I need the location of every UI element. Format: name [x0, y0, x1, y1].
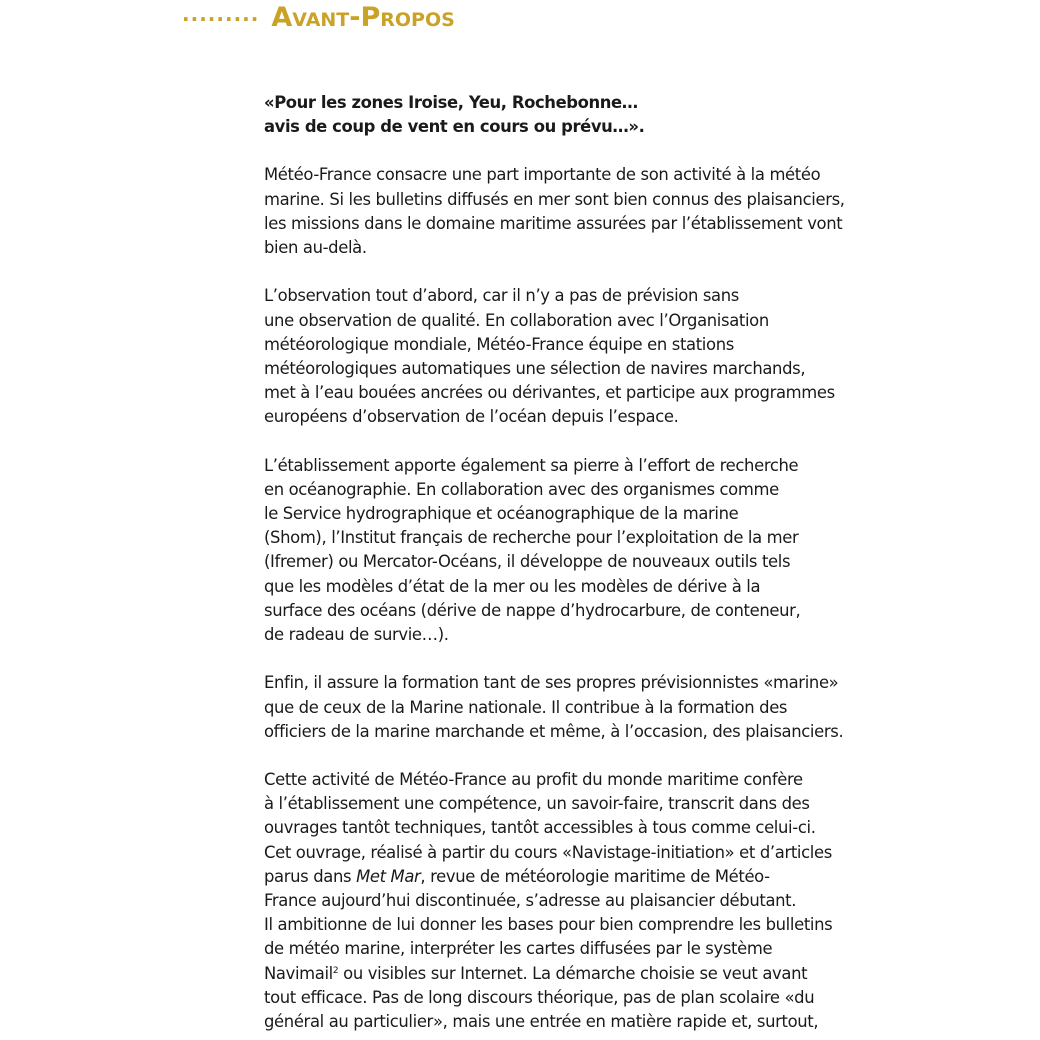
text-line: met à l’eau bouées ancrées ou dérivantes, et participe aux programmes — [264, 383, 835, 403]
text-line: une observation de qualité. En collaboration avec l’Organisation — [264, 310, 769, 330]
text-line: Enfin, il assure la formation tant de ses propres prévisionnistes «marine» — [264, 673, 839, 693]
text-line: européens d’observation de l’océan depuis l’espace. — [264, 407, 679, 427]
text-line: les missions dans le domaine maritime assurées par l’établissement vont — [264, 213, 843, 233]
text-line: général au particulier», mais une entrée en matière rapide et, surtout, — [264, 1011, 819, 1031]
text-line: Cet ouvrage, réalisé à partir du cours «Navistage-initiation» et d’articles — [264, 842, 832, 862]
text-fragment: Navimail — [264, 963, 333, 983]
text-line: L’établissement apporte également sa pierre à l’effort de recherche — [264, 455, 799, 475]
footnote-reference: 2 — [332, 965, 339, 976]
text-line: tout efficace. Pas de long discours théorique, pas de plan scolaire «du — [264, 987, 815, 1007]
text-line: en océanographie. En collaboration avec des organismes comme — [264, 479, 779, 499]
text-line: Cette activité de Météo-France au profit du monde maritime confère — [264, 770, 803, 790]
text-fragment: ou visibles sur Internet. La démarche choisie se veut avant — [338, 963, 808, 983]
paragraph — [264, 768, 864, 1034]
text-line: météorologique mondiale, Météo-France équipe en stations — [264, 334, 734, 354]
text-line: de radeau de survie…). — [264, 624, 449, 644]
text-line: (Shom), l’Institut français de recherche pour l’exploitation de la mer — [264, 528, 799, 548]
header-dots: ········· — [182, 7, 260, 31]
body-text — [264, 91, 864, 1034]
text-fragment: , revue de météorologie maritime de Météo- — [420, 866, 770, 886]
text-fragment: parus dans — [264, 866, 357, 886]
publication-title: Met Mar — [356, 866, 421, 886]
text-line: ouvrages tantôt techniques, tantôt accessibles à tous comme celui-ci. — [264, 818, 816, 838]
text-line: météorologiques automatiques une sélection de navires marchands, — [264, 358, 806, 378]
paragraph — [264, 671, 864, 744]
text-line: Météo-France consacre une part importante de son activité à la météo — [264, 165, 821, 185]
text-line: bien au-delà. — [264, 237, 367, 257]
text-line: de météo marine, interpréter les cartes diffusées par le système — [264, 939, 773, 959]
quote-line: avis de coup de vent en cours ou prévu…». — [264, 117, 645, 137]
section-title: Avant-Propos — [271, 2, 455, 33]
text-line: à l’établissement une compétence, un savoir-faire, transcrit dans des — [264, 794, 810, 814]
paragraph — [264, 284, 864, 429]
text-line: marine. Si les bulletins diffusés en mer sont bien connus des plaisanciers, — [264, 189, 845, 209]
text-line: officiers de la marine marchande et même, à l’occasion, des plaisanciers. — [264, 721, 844, 741]
quote-line: «Pour les zones Iroise, Yeu, Rochebonne… — [264, 93, 638, 112]
text-line — [264, 865, 864, 889]
intro-quote — [264, 91, 864, 139]
text-line: que de ceux de la Marine nationale. Il contribue à la formation des — [264, 697, 788, 717]
section-header — [182, 2, 455, 33]
text-line: le Service hydrographique et océanographique de la marine — [264, 504, 739, 523]
text-line: que les modèles d’état de la mer ou les modèles de dérive à la — [264, 576, 761, 596]
text-line: Il ambitionne de lui donner les bases pour bien comprendre les bulletins — [264, 915, 833, 935]
paragraph — [264, 163, 864, 260]
text-line: (Ifremer) ou Mercator-Océans, il développe de nouveaux outils tels — [264, 552, 791, 572]
text-line — [264, 962, 864, 986]
paragraph — [264, 454, 864, 648]
text-line: France aujourd’hui discontinuée, s’adresse au plaisancier débutant. — [264, 891, 797, 910]
text-line: surface des océans (dérive de nappe d’hydrocarbure, de conteneur, — [264, 600, 801, 620]
text-line: L’observation tout d’abord, car il n’y a pas de prévision sans — [264, 286, 739, 306]
